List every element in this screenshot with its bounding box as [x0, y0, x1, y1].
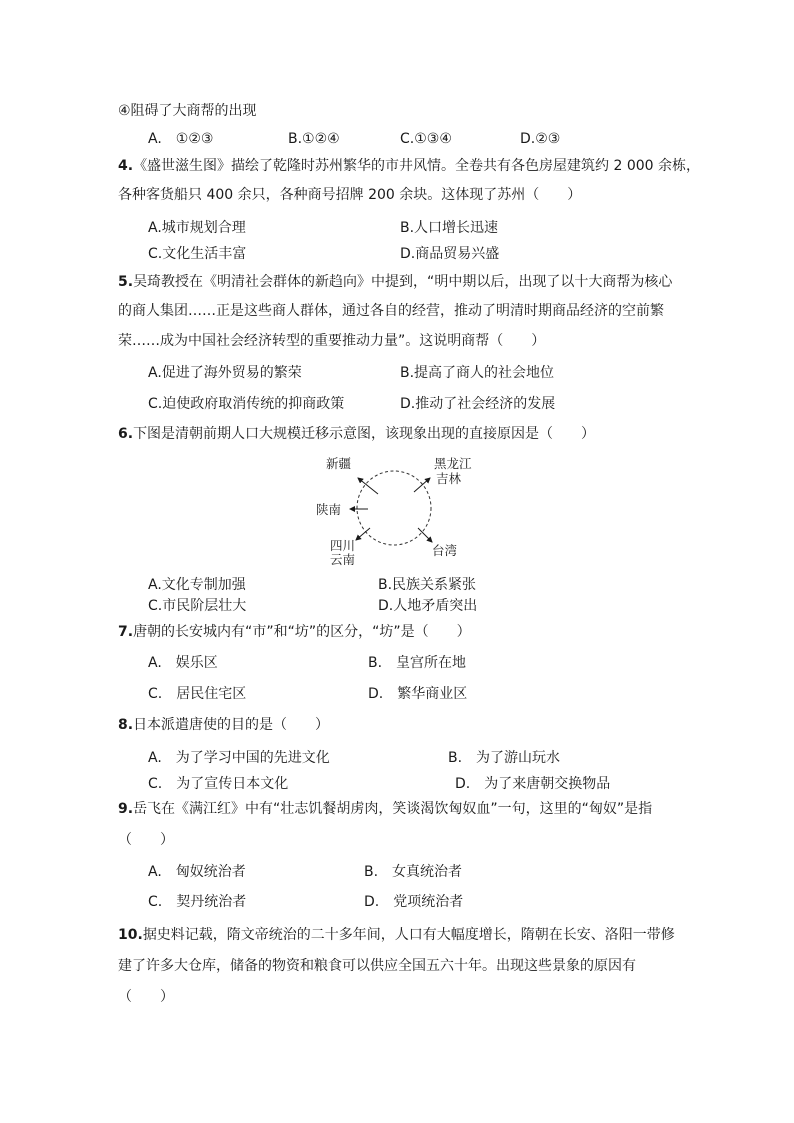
label-heilongjiang: 黑龙江 — [434, 456, 472, 471]
label-sichuan: 四川 — [330, 538, 356, 553]
q9-option-a[interactable]: A. 匈奴统治者 — [148, 864, 246, 880]
q8-number: 8. — [118, 717, 134, 733]
q4-option-a[interactable]: A.城市规划合理 — [148, 220, 246, 236]
q8-option-b[interactable]: B. 为了游山玩水 — [448, 750, 561, 766]
q9-stem-line2: （ ） — [118, 832, 174, 848]
q7-number: 7. — [118, 624, 134, 640]
q5-stem-line2: 的商人集团……正是这些商人群体，通过各自的经营，推动了明清时期商品经济的空前繁 — [118, 303, 664, 319]
q5-stem — [118, 275, 672, 289]
q7-option-b[interactable]: B. 皇宫所在地 — [368, 655, 467, 671]
q4-stem — [118, 159, 700, 173]
q5-number: 5. — [118, 274, 134, 290]
q8-option-c[interactable]: C. 为了宣传日本文化 — [148, 776, 289, 792]
q9-option-c[interactable]: C. 契丹统治者 — [148, 894, 247, 910]
q7-option-d[interactable]: D. 繁华商业区 — [368, 686, 468, 702]
q8-option-d[interactable]: D. 为了来唐朝交换物品 — [455, 776, 611, 792]
label-shaannan: 陕南 — [316, 502, 342, 517]
q9-stem — [118, 802, 652, 816]
q4-option-c[interactable]: C.文化生活丰富 — [148, 246, 247, 262]
q5-stem-line1: 吴琦教授在《明清社会群体的新趋向》中提到，“明中期以后，出现了以十大商帮为核心 — [133, 274, 673, 290]
arrow-to-sichuan — [356, 528, 370, 540]
label-xinjiang: 新疆 — [326, 456, 352, 471]
q5-option-c[interactable]: C.迫使政府取消传统的抑商政策 — [148, 396, 345, 412]
q10-stem-line2: 建了许多大仓库，储备的物资和粮食可以供应全国五六十年。出现这些景象的原因有 — [118, 958, 636, 974]
label-yunnan: 云南 — [330, 552, 356, 567]
q4-stem-line2: 各种客货船只 400 余只，各种商号招牌 200 余块。这体现了苏州（ ） — [118, 187, 582, 203]
q5-option-a[interactable]: A.促进了海外贸易的繁荣 — [148, 365, 302, 381]
label-taiwan: 台湾 — [432, 543, 458, 558]
q9-option-d[interactable]: D. 党项统治者 — [364, 894, 464, 910]
q4-stem-line1: 《盛世滋生图》描绘了乾隆时苏州繁华的市井风情。全卷共有各色房屋建筑约 2 000 余栋， — [133, 158, 701, 174]
q4-option-b[interactable]: B.人口增长迅速 — [400, 220, 499, 236]
q4-number: 4. — [118, 158, 134, 174]
q5-option-d[interactable]: D.推动了社会经济的发展 — [400, 396, 556, 412]
q10-number: 10. — [118, 927, 143, 943]
q7-stem-line1: 唐朝的长安城内有“市”和“坊”的区分，“坊”是（ ） — [133, 624, 471, 640]
q9-number: 9. — [118, 801, 134, 817]
q3-option-b[interactable]: B.①②④ — [288, 131, 340, 147]
q7-option-c[interactable]: C. 居民住宅区 — [148, 686, 247, 702]
q3-option-c[interactable]: C.①③④ — [400, 131, 452, 147]
q6-stem — [118, 427, 595, 441]
dashed-origin-circle — [357, 471, 431, 545]
migration-diagram — [310, 452, 480, 570]
q6-option-c[interactable]: C.市民阶层壮大 — [148, 598, 247, 614]
q3-option-d[interactable]: D.②③ — [520, 131, 561, 147]
q9-option-b[interactable]: B. 女真统治者 — [364, 864, 463, 880]
q6-option-b[interactable]: B.民族关系紧张 — [378, 577, 477, 593]
q4-option-d[interactable]: D.商品贸易兴盛 — [400, 246, 500, 262]
q5-stem-line3: 荣……成为中国社会经济转型的重要推动力量”。这说明商帮（ ） — [118, 333, 546, 349]
q7-option-a[interactable]: A. 娱乐区 — [148, 655, 218, 671]
q3-option-a[interactable]: A. ①②③ — [148, 131, 214, 147]
arrow-to-heilongjiang — [414, 478, 430, 492]
q6-number: 6. — [118, 426, 134, 442]
label-jilin: 吉林 — [436, 471, 462, 486]
q6-option-d[interactable]: D.人地矛盾突出 — [378, 598, 478, 614]
q10-stem — [118, 928, 675, 942]
q10-stem-line3: （ ） — [118, 989, 174, 1005]
arrow-to-taiwan — [418, 528, 432, 542]
q10-stem-line1: 据史料记载，隋文帝统治的二十多年间，人口有大幅度增长，隋朝在长安、洛阳一带修 — [142, 927, 675, 943]
q3-statement-4: ④阻碍了大商帮的出现 — [118, 103, 257, 119]
q8-option-a[interactable]: A. 为了学习中国的先进文化 — [148, 750, 330, 766]
q6-option-a[interactable]: A.文化专制加强 — [148, 577, 246, 593]
q8-stem-line1: 日本派遣唐使的目的是（ ） — [133, 717, 330, 733]
q8-stem — [118, 718, 329, 732]
q7-stem — [118, 625, 471, 639]
q6-stem-line1: 下图是清朝前期人口大规模迁移示意图，该现象出现的直接原因是（ ） — [133, 426, 596, 442]
q9-stem-line1: 岳飞在《满江红》中有“壮志饥餐胡虏肉，笑谈渴饮匈奴血”一句，这里的“匈奴”是指 — [133, 801, 653, 817]
q5-option-b[interactable]: B.提高了商人的社会地位 — [400, 365, 555, 381]
